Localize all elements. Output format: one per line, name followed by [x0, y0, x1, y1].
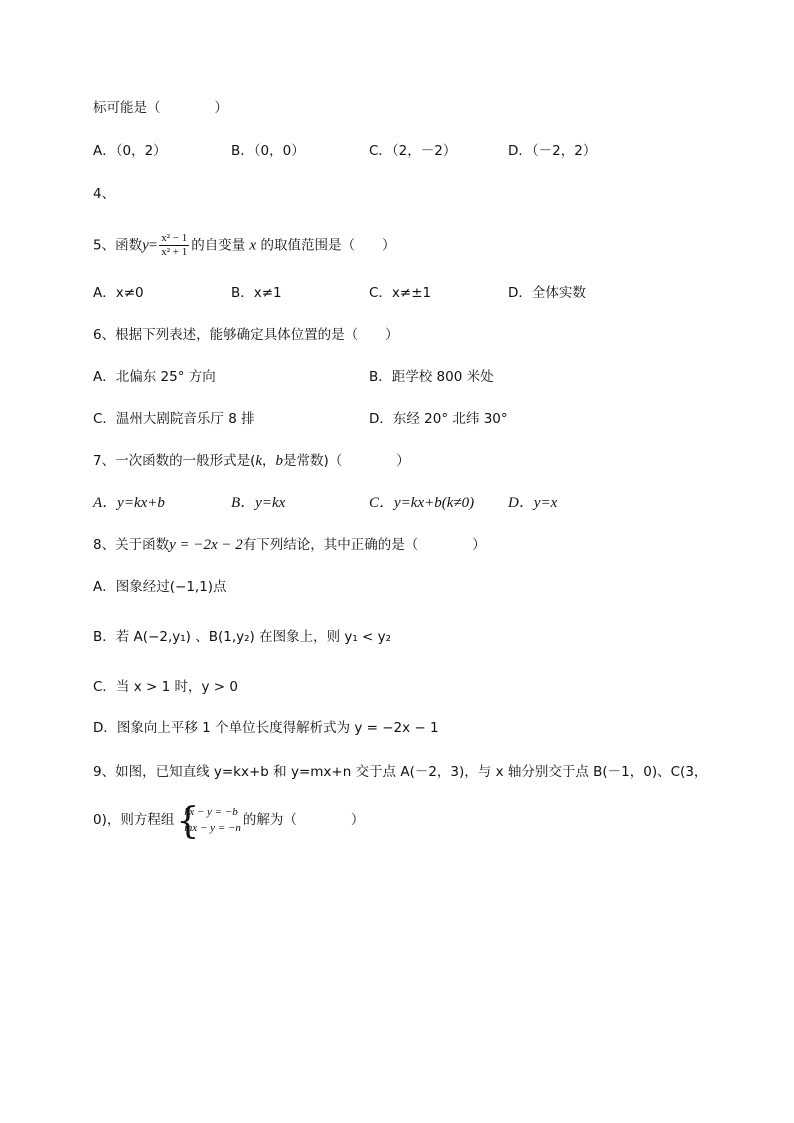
q5-stem: [93, 232, 396, 259]
q5-option-a: A．x≠0: [93, 285, 144, 301]
q6-option-c: C．温州大剧院音乐厅 8 排: [93, 411, 255, 427]
q5-prefix: 5、函数: [93, 237, 143, 254]
q5-denominator: x² + 1: [161, 246, 188, 258]
q9-equation-2: mx − y = −n: [184, 822, 241, 834]
q5-option-d: D．全体实数: [508, 285, 586, 301]
q7-prefix: 7、一次函数的一般形式是(: [93, 453, 256, 469]
q7-comma: ，: [262, 453, 276, 469]
q3-option-a: A．（0，2）: [93, 143, 167, 159]
q7-option-a: A．y=kx+b: [93, 495, 165, 511]
q7-suffix: 是常数)（ ）: [283, 453, 410, 469]
q6-option-b: B．距学校 800 米处: [369, 369, 494, 385]
q8-prefix: 8、关于函数: [93, 537, 170, 553]
q9-stem-line1: 9、如图，已知直线 y=kx+b 和 y=mx+n 交于点 A(－2，3)，与 x 轴分别交于点 B(－1，0)、C(3，: [93, 764, 708, 780]
q8-option-d: D．图象向上平移 1 个单位长度得解析式为 y = −2x − 1: [93, 720, 439, 736]
q7-option-b: B．y=kx: [231, 495, 286, 511]
q4-label: 4、: [93, 186, 116, 202]
q9-line2-prefix: 0)，则方程组: [93, 812, 175, 828]
q5-eq: =: [148, 237, 158, 254]
q6-option-a: A．北偏东 25° 方向: [93, 369, 216, 385]
q5-fraction: [159, 232, 189, 259]
q7-option-d: D．y=x: [508, 495, 558, 511]
q9-line2-suffix: 的解为（ ）: [242, 812, 365, 828]
q5-numerator: x² − 1: [161, 232, 188, 244]
q9-stem-line2: [93, 801, 365, 842]
q5-option-c: C．x≠±1: [369, 285, 432, 301]
q7-stem: [93, 451, 410, 471]
q7-b: b: [275, 453, 284, 469]
q7-option-c: C．y=kx+b(k≠0): [369, 495, 475, 511]
q8-option-a: A．图象经过(−1,1)点: [93, 579, 227, 595]
q6-option-d: D．东经 20° 北纬 30°: [369, 411, 508, 427]
q5-x: x: [249, 237, 257, 254]
q5-y: y: [142, 237, 149, 254]
q7-k: k: [255, 453, 263, 469]
q9-equation-1: kx − y = −b: [184, 806, 238, 818]
q8-stem: [93, 535, 486, 555]
q9-equation-system: [176, 801, 241, 842]
brace-icon: {: [176, 801, 200, 842]
q8-option-c: C．当 x > 1 时，y > 0: [93, 679, 238, 695]
q3-option-b: B．（0，0）: [231, 143, 305, 159]
q5-suffix: 的取值范围是（ ）: [260, 237, 396, 254]
q5-option-b: B．x≠1: [231, 285, 282, 301]
q6-stem: 6、根据下列表述，能够确定具体位置的是（ ）: [93, 327, 399, 343]
q5-mid: 的自变量: [191, 237, 246, 254]
q3-stem-tail: 标可能是（ ）: [93, 100, 228, 116]
q8-expr: y = −2x − 2: [169, 537, 243, 553]
q3-option-d: D．（－2，2）: [508, 143, 597, 159]
q8-suffix: 有下列结论，其中正确的是（ ）: [242, 537, 486, 553]
q3-option-c: C．（2，－2）: [369, 143, 457, 159]
q8-option-b: B．若 A(−2,y₁) 、B(1,y₂) 在图象上，则 y₁ < y₂: [93, 629, 392, 645]
